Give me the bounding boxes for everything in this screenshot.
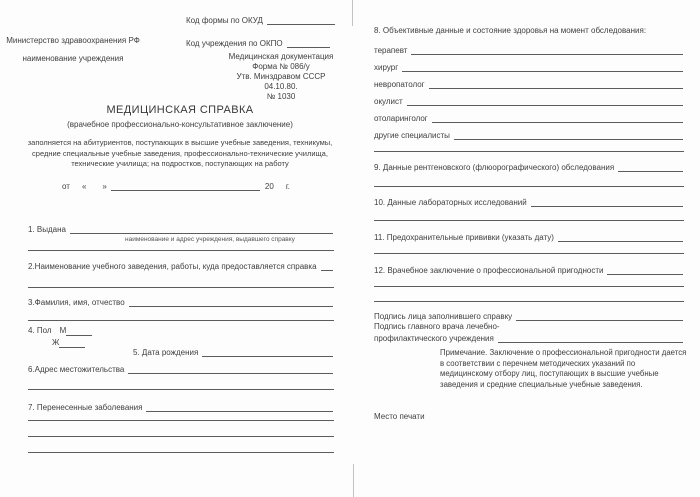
field-1-label: 1. Выдана (28, 225, 66, 234)
signature-chief-label-line1: Подпись главного врача лечебно- (374, 322, 500, 331)
field-1-issued-by (28, 224, 334, 235)
field-12-blank-line (607, 265, 683, 275)
field-8-label: 8. Объективные данные и состояние здоровья на момент обследования: (374, 26, 647, 35)
field-5-blank-line (202, 347, 333, 357)
field-12-label: 12. Врачебное заключение о профессиональной пригодности (374, 266, 604, 275)
date-quote-close: » (102, 182, 107, 191)
field-5-birth-date (133, 347, 334, 358)
doc-line-3: Утв. Минздравом СССР 04.10.80. (236, 72, 326, 91)
specialist-label: отоларинголог (374, 114, 428, 123)
specialist-row-neurologist (374, 79, 684, 90)
blank-line (374, 220, 684, 221)
specialist-row-otolaryngologist (374, 113, 684, 124)
field-4-male-label: М (59, 326, 67, 335)
specialist-blank-line (454, 130, 683, 140)
blank-line (28, 420, 334, 421)
date-year-prefix: 20 (264, 182, 274, 191)
okud-label: Код формы по ОКУД (186, 16, 263, 25)
field-7-past-diseases (28, 402, 334, 413)
field-5-label: 5. Дата рождения (133, 348, 199, 357)
blank-line (374, 186, 684, 187)
specialist-blank-line (429, 79, 683, 89)
specialist-blank-line (402, 62, 683, 72)
blank-line (374, 151, 684, 152)
field-9-blank-line (618, 162, 683, 172)
signature-chief-label-line2: профилактического учреждения (374, 334, 494, 343)
specialist-label: терапевт (374, 46, 408, 55)
specialist-blank-line (407, 96, 683, 106)
field-9-xray (374, 162, 684, 173)
doc-classification-block (222, 52, 340, 102)
specialist-blank-line (411, 45, 683, 55)
okpo-blank-line (287, 38, 330, 48)
specialist-row-other (374, 130, 684, 141)
date-from-label: от (62, 182, 70, 191)
form-instructions: заполняется на абитуриентов, поступающих в высшие учебные заведения, техникумы, средние специальные учебные заведения, профессионально-технические училища, технические училища; на подростков, поступающих на работу (27, 138, 333, 168)
specialist-label: хирург (374, 63, 399, 72)
field-11-vaccinations (374, 232, 684, 243)
field-11-label: 11. Предохранительные прививки (указать дату) (374, 233, 554, 242)
blank-line (28, 389, 334, 390)
blank-line (28, 287, 334, 288)
form-title: МЕДИЦИНСКАЯ СПРАВКА (106, 104, 254, 116)
field-12-conclusion (374, 265, 684, 276)
okud-field (186, 15, 336, 26)
stamp-place-label: Место печати (374, 412, 425, 421)
blank-line (374, 286, 684, 287)
okpo-label: Код учреждения по ОКПО (186, 39, 283, 48)
field-1-blank-line (70, 224, 333, 234)
date-blank-line (111, 181, 260, 191)
field-7-blank-line (146, 402, 333, 412)
field-10-lab-tests (374, 197, 684, 208)
specialist-row-surgeon (374, 62, 684, 73)
blank-line (374, 301, 684, 302)
specialist-row-therapist (374, 45, 684, 56)
field-6-label: 6.Адрес местожительства (28, 365, 125, 374)
fold-mark-bottom (353, 464, 354, 497)
form-subtitle: (врачебное профессионально-консультативное заключение) (67, 120, 293, 129)
fold-mark-top (352, 0, 353, 26)
field-1-caption: наименование и адрес учреждения, выдавшего справку (125, 236, 295, 243)
specialist-row-oculist (374, 96, 684, 107)
field-4-label: 4. Пол (28, 326, 52, 335)
note-block: Примечание. Заключение о профессиональной пригодности дается в соответствии с перечнем методических указаний по медицинскому отбору лиц, поступающих в высшие учебные заведения и средние специальные учебные заведения. (440, 348, 687, 389)
field-4-female-blank-line (59, 338, 85, 348)
field-4-sex-female (52, 338, 108, 348)
specialist-blank-line (432, 113, 683, 123)
field-7-label: 7. Перенесенные заболевания (28, 403, 143, 412)
signature-filler-blank-line (516, 311, 683, 321)
signature-filler-row (374, 311, 684, 322)
signature-chief-row (374, 333, 684, 344)
blank-line (374, 253, 684, 254)
field-4-sex-male (28, 326, 108, 336)
field-4-female-label: Ж (52, 338, 60, 347)
field-3-label: 3.Фамилия, имя, отчество (28, 298, 125, 307)
field-11-blank-line (558, 232, 683, 242)
blank-line (28, 452, 334, 453)
field-6-blank-line (128, 364, 333, 374)
field-4-male-blank-line (66, 326, 92, 336)
issue-date-row (62, 181, 290, 192)
field-3-blank-line (129, 297, 333, 307)
field-10-label: 10. Данные лабораторных исследований (374, 198, 527, 207)
specialist-label: другие специалисты (374, 131, 450, 140)
specialist-label: невропатолог (374, 80, 425, 89)
specialist-label: окулист (374, 97, 403, 106)
field-2-blank-line (321, 261, 333, 271)
field-9-label: 9. Данные рентгеновского (флюорографического) обследования (374, 163, 615, 172)
blank-line (28, 320, 334, 321)
ministry-name: Министерство здравоохранения РФ (6, 36, 140, 45)
field-3-full-name (28, 297, 334, 308)
blank-line (28, 250, 334, 251)
signature-filler-label: Подпись лица заполнившего справку (374, 312, 513, 321)
field-2-label: 2.Наименование учебного заведения, работы, куда предоставляется справка (28, 262, 317, 271)
doc-line-2: Форма № 086/у (252, 62, 310, 71)
doc-line-1: Медицинская документация (228, 52, 334, 61)
field-2-institution (28, 261, 334, 272)
date-year-suffix: г. (285, 182, 290, 191)
signature-chief-blank-line (498, 333, 683, 343)
doc-line-4: № 1030 (266, 92, 296, 101)
field-10-blank-line (531, 197, 683, 207)
date-quote-open: « (81, 182, 87, 191)
ministry-caption: наименование учреждения (22, 54, 124, 63)
okpo-field (186, 38, 331, 49)
field-6-address (28, 364, 334, 375)
blank-line (28, 436, 334, 437)
okud-blank-line (267, 15, 335, 25)
